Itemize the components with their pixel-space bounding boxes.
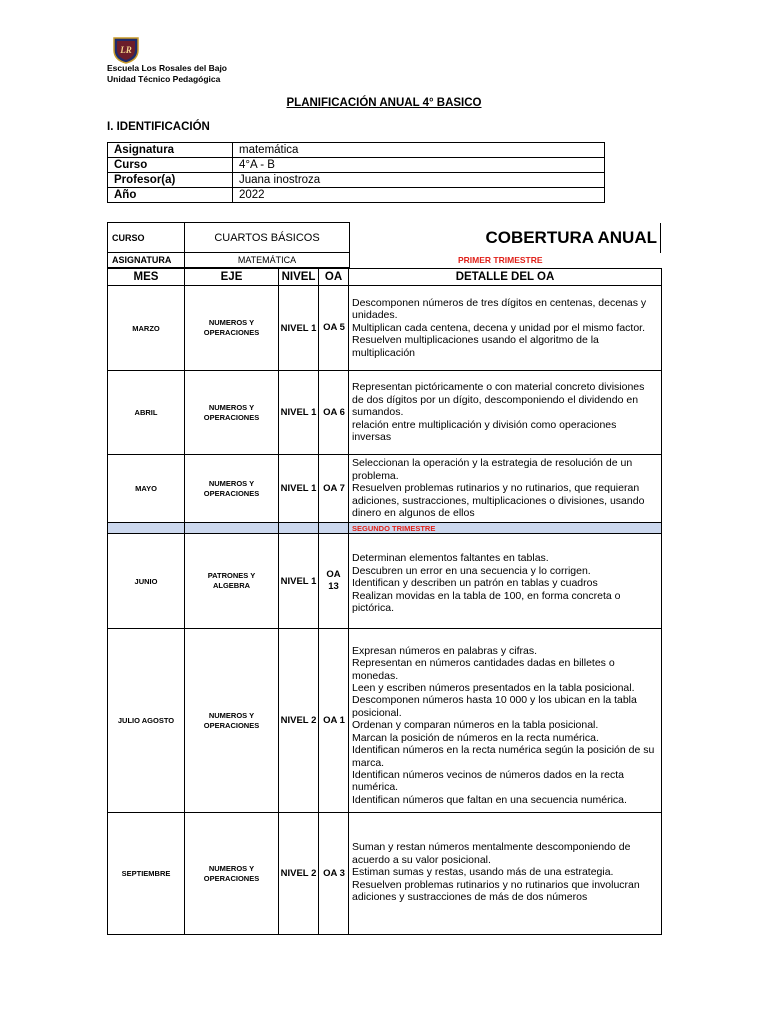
oa-detail-line: relación entre multiplicación y división como operaciones inversas [352,418,617,444]
mes-cell: ABRIL [108,371,185,455]
oa-detail-line: Determinan elementos faltantes en tablas. [352,552,549,565]
plan-row [108,629,662,813]
school-unit: Unidad Técnico Pedagógica [107,73,221,84]
nivel-cell: NIVEL 1 [279,371,319,455]
logo-text: LR [120,45,132,55]
nivel-cell: NIVEL 1 [279,286,319,371]
oa-detail-line: Realizan movidas en la tabla de 100, en forma concreta o pictórica. [352,589,621,615]
eje-cell [185,813,279,935]
nivel-cell: NIVEL 2 [279,813,319,935]
oa-detail-line: Descomponen números hasta 10 000 y los ubican en la tabla posicional. [352,694,637,719]
detalle-cell [349,286,662,371]
identification-label: Asignatura [108,143,233,158]
nivel-cell: NIVEL 1 [279,455,319,523]
oa-text: OA 7 [323,482,345,494]
plan-row [108,534,662,629]
oa-cell [319,371,349,455]
eje-cell [185,629,279,813]
plan-row [108,286,662,371]
plan-table [107,268,662,935]
oa-cell [319,629,349,813]
mes-cell: MARZO [108,286,185,371]
detalle-cell [349,455,662,523]
eje-text: NUMEROS Y OPERACIONES [203,710,260,730]
eje-text: NUMEROS Y OPERACIONES [203,402,260,422]
mes-cell: JUNIO [108,534,185,629]
eje-text: NUMEROS Y OPERACIONES [203,863,260,883]
column-header-nivel: NIVEL [279,269,319,286]
column-header-mes: MES [108,269,185,286]
asignatura-value: MATEMÁTICA [185,253,350,268]
school-name: Escuela Los Rosales del Bajo [107,63,227,73]
identification-label: Año [108,188,233,203]
oa-detail-line: Resuelven problemas rutinarios y no rutinarios, que requieran adiciones, sustracciones, multiplicaciones o divisiones, usando dinero en algunos de ellos [352,482,645,520]
oa-detail-line: Ordenan y comparan números en la tabla posicional. [352,719,599,732]
second-term-row [108,523,662,534]
oa-detail-line: Multiplican cada centena, decena y unidad por el mismo factor. [352,321,646,334]
identification-row [108,188,605,203]
oa-detail-line: Identifican números en la recta numérica según la posición de su marca. [352,744,655,769]
curso-label: CURSO [108,223,185,253]
oa-detail-line: Descomponen números de tres dígitos en centenas, decenas y unidades. [352,296,647,322]
eje-cell [185,371,279,455]
detalle-cell [349,534,662,629]
oa-detail-line: Identifican y describen un patrón en tablas y cuadros [352,577,598,590]
eje-text: NUMEROS Y OPERACIONES [203,478,260,498]
oa-detail-line: Resuelven multiplicaciones usando el algoritmo de la multiplicación [352,334,599,359]
eje-cell [185,455,279,523]
eje-cell [185,534,279,629]
term-cell [279,523,319,534]
mes-cell: SEPTIEMBRE [108,813,185,935]
oa-detail-line: Marcan la posición de números en la recta numérica. [352,731,599,744]
term-cell [319,523,349,534]
oa-detail-line: Representan en números cantidades dadas en billetes o monedas. [352,657,615,682]
column-header-detalle: DETALLE DEL OA [349,269,662,286]
term-cell [108,523,185,534]
oa-text: OA 3 [323,867,345,879]
plan-row [108,455,662,523]
oa-detail-line: Suman y restan números mentalmente descomponiendo de acuerdo a su valor posicional. [352,841,631,866]
oa-cell [319,534,349,629]
first-term-label: PRIMER TRIMESTRE [458,255,543,265]
eje-text: PATRONES Y ALGEBRA [207,571,256,590]
column-header-oa: OA [319,269,349,286]
column-header-eje: EJE [185,269,279,286]
nivel-cell: NIVEL 2 [279,629,319,813]
plan-row [108,371,662,455]
mes-cell: MAYO [108,455,185,523]
plan-row [108,813,662,935]
identification-label: Curso [108,158,233,173]
oa-detail-line: Resuelven problemas rutinarios y no rutinarios que involucran adiciones y sustracciones de más de dos números [352,878,640,904]
school-logo [112,36,140,64]
identification-value: Juana inostroza [233,173,605,188]
identification-label: Profesor(a) [108,173,233,188]
oa-detail-line: Representan pictóricamente o con material concreto divisiones de dos dígitos por un dígito, descomponiendo el dividendo en sumandos. [352,381,645,419]
detalle-cell [349,813,662,935]
plan-header [107,222,661,268]
identification-value: 4°A - B [233,158,605,173]
oa-detail-line: Identifican números que faltan en una secuencia numérica. [352,793,627,806]
oa-detail-line: Seleccionan la operación y la estrategia de resolución de un problema. [352,457,633,482]
eje-text: NUMEROS Y OPERACIONES [203,318,260,337]
oa-detail-line: Identifican números vecinos de números dados en la recta numérica. [352,768,624,794]
identification-row [108,143,605,158]
section-title: I. IDENTIFICACIÓN [107,121,210,133]
oa-cell [319,813,349,935]
asignatura-label: ASIGNATURA [108,253,185,268]
document-title: PLANIFICACIÓN ANUAL 4° BASICO [286,97,482,109]
oa-text: OA 1 [323,714,345,726]
eje-cell [185,286,279,371]
oa-detail-line: Descubren un error en una secuencia y lo corrigen. [352,564,591,577]
oa-detail-line: Estiman sumas y restas, usando más de una estrategia. [352,866,614,879]
oa-cell [319,455,349,523]
cobertura-title: COBERTURA ANUAL [350,223,661,253]
school-header [107,63,227,84]
second-term-label: SEGUNDO TRIMESTRE [349,523,662,534]
column-header-row [108,269,662,286]
detalle-cell [349,629,662,813]
identification-row [108,158,605,173]
identification-value: matemática [233,143,605,158]
term-cell [185,523,279,534]
identification-table [107,142,605,203]
identification-value: 2022 [233,188,605,203]
identification-row [108,173,605,188]
oa-detail-line: Expresan números en palabras y cifras. [352,644,538,657]
oa-detail-line: Leen y escriben números presentados en la tabla posicional. [352,682,635,695]
oa-text: OA 6 [323,406,345,418]
detalle-cell [349,371,662,455]
nivel-cell: NIVEL 1 [279,534,319,629]
curso-value: CUARTOS BÁSICOS [185,223,350,253]
mes-cell: JULIO AGOSTO [108,629,185,813]
oa-cell [319,286,349,371]
oa-text: OA 5 [323,322,345,333]
oa-text: OA 13 [326,569,341,592]
